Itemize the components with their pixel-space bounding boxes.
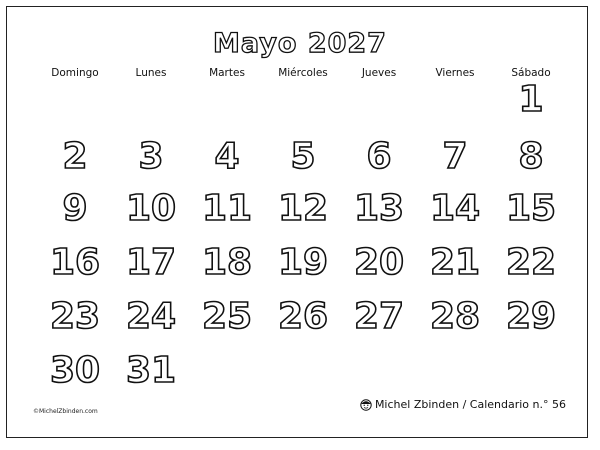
day-cell: 11 [201, 188, 253, 229]
day-cell: 2 [62, 136, 88, 177]
day-cell: 23 [49, 296, 101, 337]
day-cell: 24 [125, 296, 177, 337]
day-cell: 5 [290, 136, 316, 177]
weekday-wednesday: Miércoles [278, 67, 328, 79]
page-title: Mayo 2027 [213, 28, 387, 59]
day-cell: 4 [214, 136, 240, 177]
day-cell: 13 [353, 188, 405, 229]
day-cell: 28 [429, 296, 481, 337]
day-cell: 12 [277, 188, 329, 229]
weekday-sunday: Domingo [51, 67, 99, 79]
weekday-tuesday: Martes [209, 67, 245, 79]
day-cell: 10 [125, 188, 177, 229]
author-credit-text: Michel Zbinden / Calendario n.° 56 [374, 398, 566, 411]
day-cell: 9 [62, 188, 88, 229]
day-cell: 15 [505, 188, 557, 229]
day-cell: 27 [353, 296, 405, 337]
face-icon [360, 399, 372, 411]
day-cell: 30 [49, 350, 101, 391]
day-cell: 18 [201, 242, 253, 283]
day-cell: 31 [125, 350, 177, 391]
day-cell: 26 [277, 296, 329, 337]
day-cell: 20 [353, 242, 405, 283]
weekday-friday: Viernes [435, 67, 475, 79]
day-cell: 6 [366, 136, 392, 177]
day-cell: 16 [49, 242, 101, 283]
day-cell: 22 [505, 242, 557, 283]
day-cell: 25 [201, 296, 253, 337]
weekday-thursday: Jueves [361, 67, 397, 79]
weekday-monday: Lunes [135, 67, 167, 79]
day-cell: 14 [429, 188, 481, 229]
day-cell: 3 [138, 136, 164, 177]
day-cell: 1 [518, 79, 544, 120]
day-cell: 19 [277, 242, 329, 283]
day-cell: 29 [505, 296, 557, 337]
weekday-saturday: Sábado [511, 67, 551, 79]
day-cell: 7 [442, 136, 468, 177]
author-credit [360, 398, 566, 411]
day-cell: 17 [125, 242, 177, 283]
day-cell: 8 [518, 136, 544, 177]
website-credit: ©MichelZbinden.com [33, 408, 98, 415]
day-cell: 21 [429, 242, 481, 283]
